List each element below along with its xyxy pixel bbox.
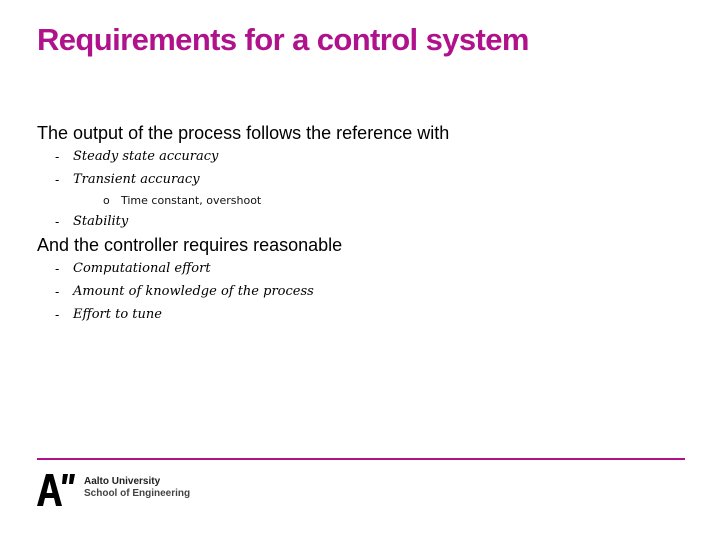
list-item-text: Effort to tune: [73, 307, 162, 322]
list-marker: -: [55, 172, 60, 187]
list-item: [37, 257, 697, 280]
list-item: [37, 280, 697, 303]
university-name: Aalto University: [84, 476, 161, 487]
slide-title: Requirements for a control system: [37, 22, 529, 57]
sub-list-marker: o: [103, 194, 110, 207]
aalto-a-logo-icon: [37, 473, 77, 507]
list-marker: -: [55, 261, 60, 276]
bullet-list: [37, 145, 697, 233]
section-heading: The output of the process follows the reference with: [37, 123, 450, 143]
list-item-text: Amount of knowledge of the process: [73, 284, 314, 299]
list-marker: -: [55, 284, 60, 299]
list-item: [37, 210, 697, 233]
sub-list-item: [37, 191, 697, 210]
slide-content: [37, 121, 697, 326]
footer-divider: [37, 458, 685, 460]
sub-list-item-text: Time constant, overshoot: [121, 194, 262, 207]
list-marker: -: [55, 214, 60, 229]
section-heading: And the controller requires reasonable: [37, 235, 343, 255]
bullet-list: [37, 257, 697, 326]
list-item: [37, 303, 697, 326]
list-item-text: Stability: [73, 214, 129, 229]
list-item-text: Steady state accuracy: [73, 149, 219, 164]
list-item-text: Computational effort: [73, 261, 211, 276]
list-marker: -: [55, 307, 60, 322]
school-name: School of Engineering: [84, 488, 191, 499]
list-item-text: Transient accuracy: [73, 172, 200, 187]
list-item: [37, 168, 697, 191]
list-item: [37, 145, 697, 168]
list-marker: -: [55, 149, 60, 164]
logo-text: [84, 476, 190, 500]
